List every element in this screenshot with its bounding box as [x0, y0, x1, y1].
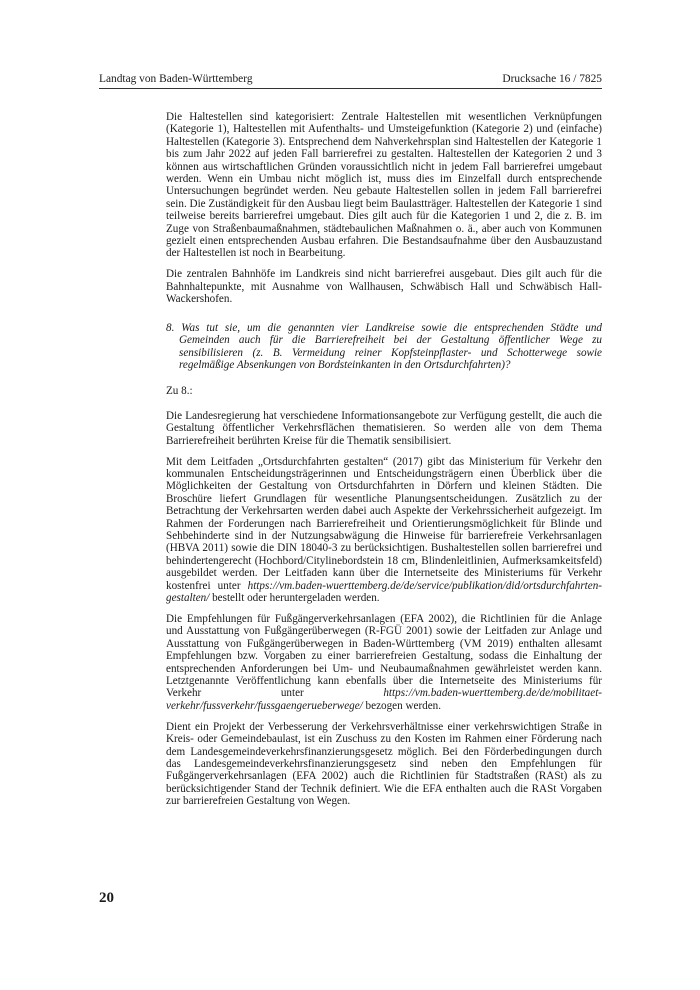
paragraph-leitfaden	[166, 456, 602, 605]
leitfaden-link[interactable]: https://vm.baden-wuerttemberg.de/de/service/publikation/did/ortsdurchfahrten-gestalten/	[166, 579, 602, 604]
empfehlungen-text: Die Empfehlungen für Fußgängerverkehrsanlagen (EFA 2002), die Richtlinien für die Anlage und Ausstattung von Fußgängerüberwegen (R-FGÜ 2001) sowie der Leitfaden zur Anlage und Ausstattung von Fußgängerüberwegen in Baden-Württemberg (VM 2019) enthalten allesamt Empfehlungen bzw. Vorgaben zu einer barrierefreien Gestaltung, sodass die Einhaltung der entsprechenden Anforderungen bei Um- und Neubaumaßnahmen gewährleistet werden kann. Letztgenannte Veröffentlichung kann ebenfalls über die Internetseite des Ministeriums für Verkehr unter	[166, 613, 602, 700]
header-document-number: Drucksache 16 / 7825	[502, 73, 602, 85]
question-8: 8. Was tut sie, um die genannten vier Landkreise sowie die entsprechenden Städte und Gemeinden auch für die Barrierefreiheit bei der Gestaltung öffentlicher Wege zu sensibilisieren (z. B. Vermeidung reiner Kopfsteinpflaster- und Schotterwege sowie regelmäßige Absenkungen von Bordsteinkanten in den Ortsdurchfahrten)?	[166, 321, 602, 371]
empfehlungen-link[interactable]: https://vm.baden-wuerttemberg.de/de/mobilitaet-verkehr/fussverkehr/fussgaengerueberwege/	[166, 687, 602, 712]
paragraph-haltestellen: Die Haltestellen sind kategorisiert: Zentrale Haltestellen mit wesentlichen Verknüpfungen (Kategorie 1), Haltestellen mit Aufenthalts- und Umsteigefunktion (Kategorie 2) und (einfache) Haltestellen (Kategorie 3). Entsprechend dem Nahverkehrsplan sind Haltestellen der Kategorie 1 bis zum Jahr 2022 auf jeden Fall barrierefrei zu gestalten. Haltestellen der Kategorien 2 und 3 können aus wirtschaftlichen Gründen voraussichtlich nicht in jedem Fall barrierefrei umgebaut werden. Wenn ein Umbau nicht möglich ist, muss dies im Einzelfall durch entsprechende Untersuchungen begründet werden. Neu gebaute Haltestellen sollen in jedem Fall barrierefrei sein. Die Zuständigkeit für den Ausbau liegt beim Baulastträger. Haltestellen der Kategorie 1 sind teilweise bereits barrierefrei umgebaut. Dies gilt auch für die Kategorien 1 und 2, die z. B. im Zuge von Straßenbaumaßnahmen, städtebaulichen Maßnahmen o. ä., aber auch von Kommunen gezielt einen entsprechenden Ausbau erfahren. Die Bestandsaufnahme über den Ausbauzustand der Haltestellen ist noch in Bearbeitung.	[166, 111, 602, 260]
paragraph-landesregierung: Die Landesregierung hat verschiedene Informationsangebote zur Verfügung gestellt, die auch die Gestaltung öffentlicher Verkehrsflächen thematisieren. So werden alle von dem Thema Barrierefreiheit berührten Kreise für die Thematik sensibilisiert.	[166, 409, 602, 447]
paragraph-empfehlungen	[166, 613, 602, 712]
header-parliament: Landtag von Baden-Württemberg	[99, 73, 253, 85]
leitfaden-text-end: bestellt oder heruntergeladen werden.	[209, 592, 380, 604]
answer-heading: Zu 8.:	[166, 385, 193, 398]
paragraph-foerderung: Dient ein Projekt der Verbesserung der Verkehrsverhältnisse einer verkehrswichtigen Straße in Kreis- oder Gemeindebaulast, ist ein Zuschuss zu den Kosten im Rahmen einer Förderung nach dem Landesgemeindeverkehrsfinanzierungsgesetz möglich. Bei den Förderbedingungen durch das Landesgemeindeverkehrsfinanzierungsgesetz sind neben den Empfehlungen für Fußgängerverkehrsanlagen (EFA 2002) auch die Richtlinien für Stadtstraßen (RASt) als zu berücksichtigender Stand der Technik definiert. Wie die EFA enthalten auch die RASt Vorgaben zur barrierefreien Gestaltung von Wegen.	[166, 720, 602, 808]
empfehlungen-text-end: bezogen werden.	[362, 699, 442, 712]
document-body	[166, 111, 602, 816]
paragraph-bahnhoefe: Die zentralen Bahnhöfe im Landkreis sind nicht barrierefrei ausgebaut. Dies gilt auch für die Bahnhaltepunkte, mit Ausnahme von Wallhausen, Schwäbisch Hall und Schwäbisch Hall-Wackershofen.	[166, 268, 602, 306]
page-header	[99, 72, 602, 86]
page-number: 20	[99, 890, 114, 906]
leitfaden-text: Mit dem Leitfaden „Ortsdurchfahrten gestalten“ (2017) gibt das Ministerium für Verkehr den kommunalen Entscheidungsträgerinnen und Entscheidungsträgern einen Überblick über die Möglichkeiten der Gestaltung von Ortsdurchfahrten in Dörfern und kleinen Städten. Die Broschüre liefert Grundlagen für wesentliche Planungsentscheidungen. Zusätzlich zu der Betrachtung der Verkehrsarten werden dabei auch Aspekte der Verkehrssicherheit aufgezeigt. Im Rahmen der Forderungen nach Barrierefreiheit und Orientierungsmöglichkeit für Blinde und Sehbehinderte sind in der Nutzungsabwägung die Hinweise für barrierefreie Verkehrsanlagen (HBVA 2011) sowie die DIN 18040-3 zu berücksichtigen. Bushaltestellen sollen barrierefrei und behindertengerecht (Hochbord/Citylinebordstein 18 cm, Blindenleitlinien, Aufmerksamkeitsfeld) ausgebildet werden. Der Leitfaden kann über die Internetseite des Ministeriums für Verkehr kostenfrei unter	[166, 455, 602, 592]
header-rule	[99, 88, 602, 89]
